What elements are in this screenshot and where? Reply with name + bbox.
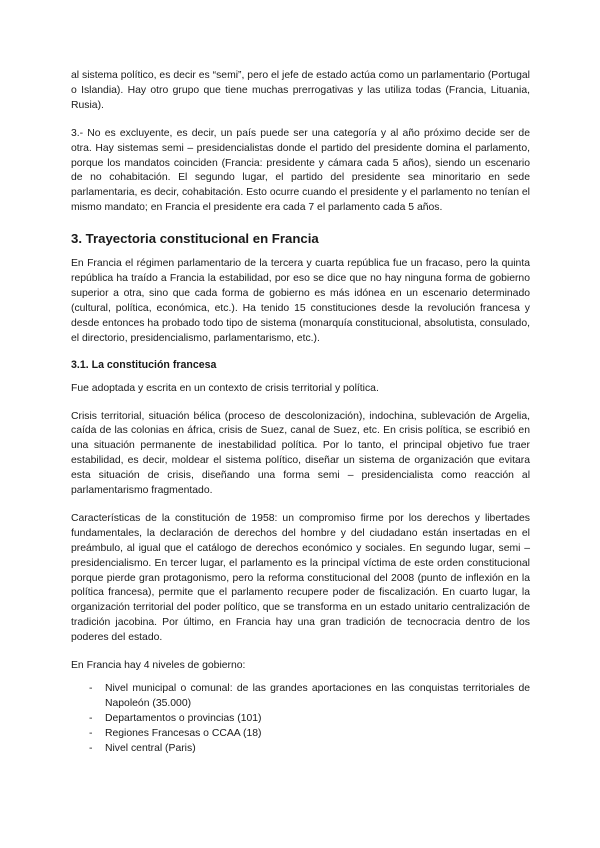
bullet-dash: - [89, 712, 93, 724]
bullet-dash: - [89, 727, 93, 739]
section-heading: 3. Trayectoria constitucional en Francia [71, 231, 319, 247]
list-item [71, 712, 530, 727]
list-item-text: Nivel municipal o comunal: de las grandes aportaciones en las conquistas territoriales de Napoleón (35.000) [105, 683, 530, 709]
bullet-dash: - [89, 742, 93, 754]
list-item [71, 727, 530, 742]
list-item [71, 682, 530, 712]
list-item [71, 742, 530, 757]
bullet-dash: - [89, 683, 93, 694]
list-item-text: Regiones Francesas o CCAA (18) [105, 727, 262, 739]
paragraph: Características de la constitución de 1958: un compromiso firme por los derechos y libertades fundamentales, la declaración de derechos del hombre y del ciudadano están insertadas en el preámbulo, al igual que el catálogo de derechos económico y sociales. En segundo lugar, semi – presidencialismo. En tercer lugar, el parlamento es la principal víctima de este orden constitucional porque pierde gran protagonismo, pero la reforma constitucional del 2008 (punto de inflexión en la política francesa), permite que el parlamento recupere poder de fiscalización. En cuarto lugar, la organización territorial del poder político, que se transforma en un estado unitario centralización de tradición jacobina. Por último, en Francia hay una gran tradición de tecnocracia dentro de los poderes del estado. [71, 512, 530, 644]
subsection-heading: 3.1. La constitución francesa [71, 358, 217, 371]
list-item-text: Nivel central (Paris) [105, 742, 196, 754]
paragraph: Crisis territorial, situación bélica (proceso de descolonización), indochina, sublevación de Argelia, caída de las colonias en áfrica, crisis de Suez, canal de Suez, etc. En crisis política, se escribió en una situación permanente de inestabilidad política. Por lo tanto, el principal objetivo fue traer estabilidad, es decir, moldear el sistema político, diseñar un sistema de organización que evitara esta situación de crisis, diseñando una forma semi – presidencialista como reacción al parlamentarismo fragmentado. [71, 410, 530, 497]
paragraph: En Francia el régimen parlamentario de la tercera y cuarta república fue un fracaso, pero la quinta república ha traído a Francia la estabilidad, por eso se dice que no hay ninguna forma de gobierno superior a otra, sino que cada forma de gobierno es más idónea en un escenario determinado (cultural, política, económica, etc.). Ha tenido 15 constituciones desde la revolución francesa y desde entonces ha probado todo tipo de sistema (monarquía constitucional, absolutista, consulado, el directorio, presidencialismo, parlamentarismo, etc.). [71, 258, 530, 344]
list-item-text: Departamentos o provincias (101) [105, 712, 262, 724]
paragraph: 3.- No es excluyente, es decir, un país puede ser una categoría y al año próximo decide ser de otra. Hay sistemas semi – presidencialistas donde el partido del presidente domina el parlamento, porque los mandatos coinciden (Francia: presidente y cámara cada 5 años), siendo un escenario de no cohabitación. El segundo lugar, el partido del presidente sea minoritario en sede parlamentaria, es decir, cohabitación. Esto ocurre cuando el presidente y el parlamento no tenían el mismo mandato; en Francia el presidente era cada 7 el parlamento cada 5 años. [71, 127, 530, 214]
paragraph: al sistema político, es decir es “semi”, pero el jefe de estado actúa como un parlamentario (Portugal o Islandia). Hay otro grupo que tiene muchas prerrogativas y las utiliza todas (Francia, Lituania, Rusia). [71, 70, 530, 111]
paragraph: Fue adoptada y escrita en un contexto de crisis territorial y política. [71, 382, 379, 394]
government-levels-list [71, 682, 530, 757]
paragraph: En Francia hay 4 niveles de gobierno: [71, 660, 246, 672]
